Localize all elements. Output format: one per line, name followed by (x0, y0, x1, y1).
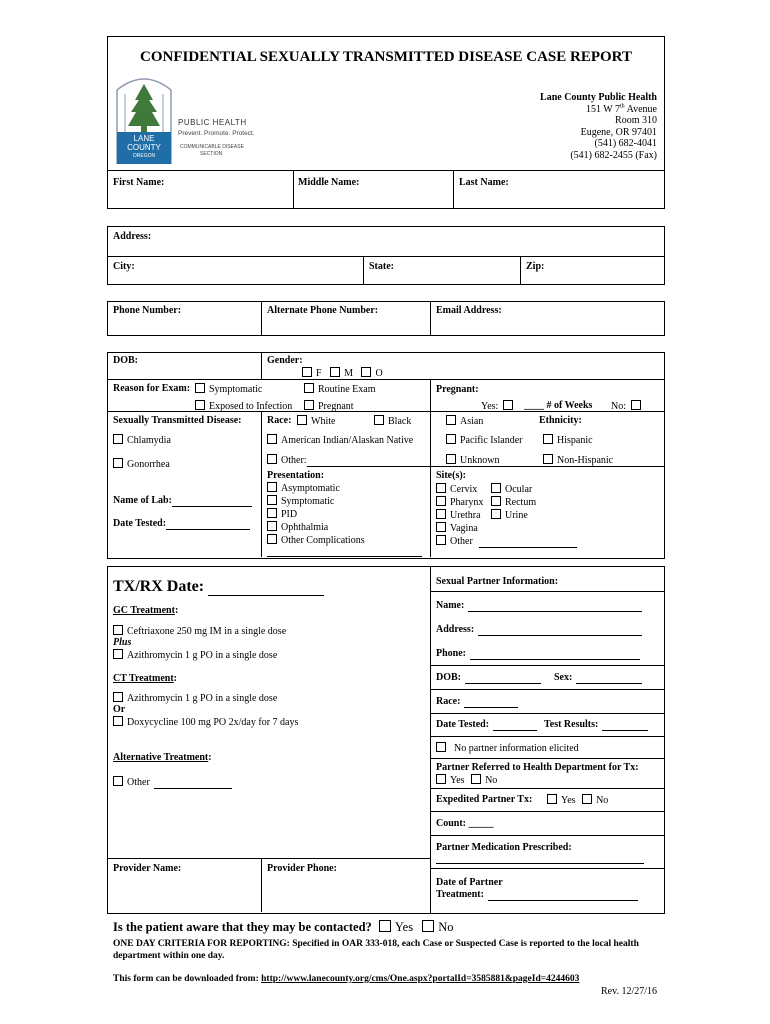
logo-tagline: Prevent. Promote. Protect. (178, 130, 255, 137)
agency-phone: (541) 682-4041 (594, 138, 657, 149)
name-section (107, 170, 665, 209)
email-field[interactable]: Email Address: (436, 305, 502, 316)
date-tested-field[interactable]: Date Tested: (113, 518, 250, 530)
ethnicity-label: Ethnicity: (539, 415, 582, 426)
partner-address-field[interactable]: Address: (436, 624, 642, 636)
aware-no-checkbox[interactable]: No (422, 920, 453, 934)
logo-section-1: COMMUNICABLE DISEASE (180, 144, 244, 150)
race-black-checkbox[interactable]: Black (374, 415, 411, 428)
gender-o-checkbox[interactable]: O (361, 368, 382, 379)
phone-field[interactable]: Phone Number: (113, 305, 182, 316)
gender-options (302, 367, 383, 380)
pregnant-yes[interactable]: Yes: (481, 400, 517, 413)
logo-county-2: COUNTY (127, 143, 161, 152)
provider-name-field[interactable]: Provider Name: (113, 863, 182, 874)
zip-field[interactable]: Zip: (526, 261, 545, 272)
partner-medication-line[interactable] (436, 863, 644, 864)
state-field[interactable]: State: (369, 261, 394, 272)
agency-fax: (541) 682-2455 (Fax) (570, 149, 657, 161)
site-urine-checkbox[interactable]: Urine (491, 509, 528, 522)
race-label: Race: (267, 415, 292, 426)
other-complications-line[interactable] (267, 556, 422, 557)
std-label: Sexually Transmitted Disease: (113, 415, 242, 426)
pres-symptomatic-checkbox[interactable]: Symptomatic (267, 495, 334, 508)
site-urethra-checkbox[interactable]: Urethra (436, 509, 481, 522)
download-link[interactable]: http://www.lanecounty.org/cms/One.aspx?portalId=3585881&pageId=4244603 (261, 974, 580, 984)
alt-other-checkbox[interactable]: Other (113, 776, 232, 789)
ept-options (547, 794, 608, 807)
aware-yes-checkbox[interactable]: Yes (379, 920, 413, 934)
partner-header: Sexual Partner Information: (436, 576, 559, 587)
referred-no-checkbox[interactable]: No (471, 775, 497, 786)
gonorrhea-checkbox[interactable]: Gonorrhea (113, 458, 170, 471)
agency-street: 151 W 7th Avenue (585, 103, 657, 115)
pregnant-no[interactable]: No: (611, 400, 645, 413)
site-ocular-checkbox[interactable]: Ocular (491, 483, 532, 496)
hispanic-checkbox[interactable]: Hispanic (543, 434, 593, 447)
form-title: CONFIDENTIAL SEXUALLY TRANSMITTED DISEASE CASE REPORT (140, 49, 632, 65)
site-vagina-checkbox[interactable]: Vagina (436, 522, 478, 535)
gc-treatment-label: GC Treatment: (113, 605, 179, 616)
ept-no-checkbox[interactable]: No (582, 795, 608, 806)
partner-date-tested-field[interactable]: Date Tested: (436, 719, 537, 731)
race-asian-checkbox[interactable]: Asian (446, 415, 483, 428)
symptomatic-checkbox[interactable]: Symptomatic (195, 383, 262, 396)
partner-phone-field[interactable]: Phone: (436, 648, 640, 660)
city-field[interactable]: City: (113, 261, 135, 272)
race-ai-an-checkbox[interactable]: American Indian/Alaskan Native (267, 434, 413, 447)
doxycycline-checkbox[interactable]: Doxycycline 100 mg PO 2x/day for 7 days (113, 716, 298, 729)
site-rectum-checkbox[interactable]: Rectum (491, 496, 536, 509)
dob-field[interactable]: DOB: (113, 355, 138, 366)
middle-name-field[interactable]: Middle Name: (298, 177, 360, 188)
no-partner-info-checkbox[interactable]: No partner information elicited (436, 742, 579, 755)
first-name-field[interactable]: First Name: (113, 177, 165, 188)
race-pacific-checkbox[interactable]: Pacific Islander (446, 434, 522, 447)
ept-yes-checkbox[interactable]: Yes (547, 795, 576, 806)
ceftriaxone-checkbox[interactable]: Ceftriaxone 250 mg IM in a single dose (113, 625, 286, 638)
race-unknown-checkbox[interactable]: Unknown (446, 454, 499, 467)
txrx-date-field[interactable]: TX/RX Date: (113, 578, 324, 596)
reason-label: Reason for Exam: (113, 383, 191, 394)
alt-phone-field[interactable]: Alternate Phone Number: (267, 305, 379, 316)
site-other-checkbox[interactable]: Other (436, 535, 577, 548)
routine-exam-checkbox[interactable]: Routine Exam (304, 383, 376, 396)
race-other-checkbox[interactable]: Other: (267, 454, 435, 467)
pregnant-option-checkbox[interactable]: Pregnant (304, 400, 354, 413)
referred-yes-checkbox[interactable]: Yes (436, 775, 465, 786)
revision-date: Rev. 12/27/16 (600, 986, 657, 997)
agency-name: Lane County Public Health (540, 92, 657, 103)
pres-ophthalmia-checkbox[interactable]: Ophthalmia (267, 521, 328, 534)
pregnant-label: Pregnant: (436, 384, 479, 395)
azithromycin-ct-checkbox[interactable]: Azithromycin 1 g PO in a single dose (113, 692, 277, 705)
or-label: Or (113, 704, 126, 715)
presentation-label: Presentation: (267, 470, 325, 481)
agency-address (540, 92, 657, 161)
partner-referred-options (436, 774, 497, 787)
last-name-field[interactable]: Last Name: (459, 177, 509, 188)
pres-other-checkbox[interactable]: Other Complications (267, 534, 365, 547)
partner-medication-label: Partner Medication Prescribed: (436, 842, 572, 853)
partner-race-field[interactable]: Race: (436, 696, 518, 708)
ct-treatment-label: CT Treatment: (113, 673, 177, 684)
gender-f-checkbox[interactable]: F (302, 368, 322, 379)
chlamydia-checkbox[interactable]: Chlamydia (113, 434, 171, 447)
agency-city: Eugene, OR 97401 (580, 126, 657, 138)
ept-label: Expedited Partner Tx: (436, 794, 533, 805)
logo-section-2: SECTION (200, 151, 223, 157)
address-field[interactable]: Address: (113, 231, 152, 242)
partner-count-field[interactable]: Count: _____ (436, 818, 494, 829)
patient-aware-question: Is the patient aware that they may be contacted? Yes No (113, 920, 454, 934)
download-note: This form can be downloaded from: http://www.lanecounty.org/cms/One.aspx?portalId=3585881&pageId=4244603 (113, 974, 580, 984)
exposed-checkbox[interactable]: Exposed to Infection (195, 400, 292, 413)
weeks-field[interactable]: ____ # of Weeks (524, 400, 593, 411)
partner-referred-label: Partner Referred to Health Department for Tx: (436, 762, 639, 773)
site-pharynx-checkbox[interactable]: Pharynx (436, 496, 483, 509)
treatment-section (107, 566, 665, 914)
site-cervix-checkbox[interactable]: Cervix (436, 483, 477, 496)
plus-label: Plus (113, 637, 132, 648)
partner-sex-field[interactable]: Sex: (554, 672, 642, 684)
azithromycin-gc-checkbox[interactable]: Azithromycin 1 g PO in a single dose (113, 649, 277, 662)
contact-section (107, 301, 665, 336)
agency-room: Room 310 (615, 115, 657, 126)
partner-test-results-field[interactable]: Test Results: (544, 719, 648, 731)
logo-county-3: OREGON (132, 153, 156, 159)
partner-name-field[interactable]: Name: (436, 600, 642, 612)
lab-field[interactable]: Name of Lab: (113, 495, 252, 507)
gender-label: Gender: (267, 355, 303, 366)
partner-dob-field[interactable]: DOB: (436, 672, 541, 684)
logo-county-1: LANE (133, 134, 155, 143)
provider-phone-field[interactable]: Provider Phone: (267, 863, 337, 874)
race-white-checkbox[interactable]: White (297, 415, 335, 428)
reporting-criteria: ONE DAY CRITERIA FOR REPORTING: Specified in OAR 333-018, each Case or Suspected Case is reported to the local health department within one day. (113, 939, 639, 961)
pres-pid-checkbox[interactable]: PID (267, 508, 297, 521)
gender-m-checkbox[interactable]: M (330, 368, 353, 379)
logo-public-health: PUBLIC HEALTH (178, 118, 247, 127)
partner-treatment-date-label-1: Date of Partner (436, 877, 503, 888)
nonhispanic-checkbox[interactable]: Non-Hispanic (543, 454, 613, 467)
partner-treatment-date-field[interactable]: Treatment: (436, 889, 638, 901)
sites-label: Site(s): (436, 470, 466, 481)
pres-asymptomatic-checkbox[interactable]: Asymptomatic (267, 482, 340, 495)
alt-treatment-label: Alternative Treatment: (113, 752, 212, 763)
